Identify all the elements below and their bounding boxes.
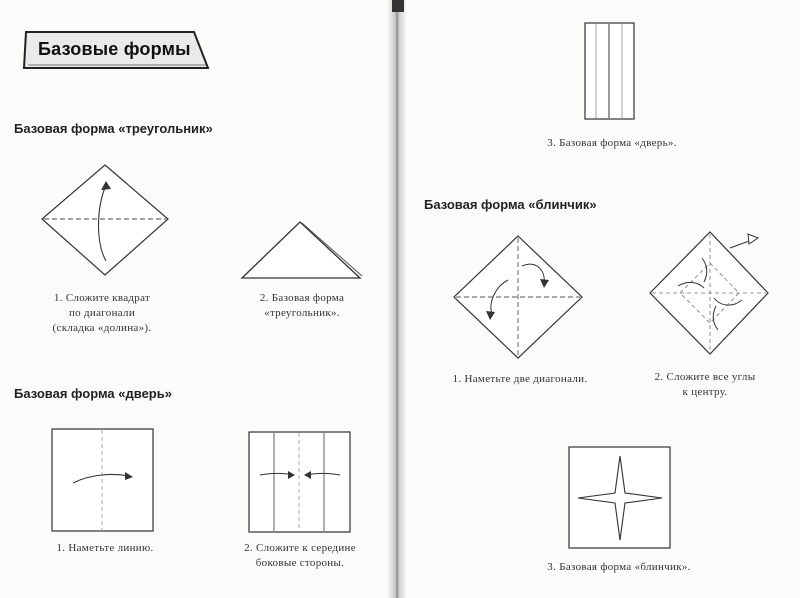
pancake-step2-diagram (648, 230, 770, 356)
triangle-step2-caption (222, 291, 382, 321)
door-step1-caption (30, 541, 180, 556)
flip-arrow-head-icon (748, 234, 758, 244)
heading-door: Базовая форма «дверь» (14, 386, 172, 401)
caption-line: 2. Сложите все углы (654, 371, 756, 383)
pancake-step3-caption (514, 560, 724, 575)
caption-line: 2. Сложите к середине (244, 542, 356, 554)
triangle-step1-caption (22, 291, 182, 336)
pancake-step1-caption (430, 372, 610, 387)
caption-line: 2. Базовая форма (259, 292, 345, 304)
page-title: Базовые формы (38, 39, 191, 59)
door-step2-caption (218, 541, 382, 571)
heading-triangle: Базовая форма «треугольник» (14, 121, 213, 136)
caption-line: (складка «долина»). (52, 322, 152, 334)
heading-pancake: Базовая форма «блинчик» (424, 197, 597, 212)
caption-line: по диагонали (68, 307, 136, 319)
door-step3-caption: 3. Базовая форма «дверь». (547, 137, 677, 149)
pancake-step2-caption (630, 370, 780, 400)
section-banner (22, 30, 212, 70)
square-paper (249, 432, 350, 532)
caption-line: к центру. (682, 386, 728, 398)
door-step2-diagram (248, 431, 352, 534)
caption-line: «треугольник». (264, 307, 340, 319)
spine-shadow (392, 0, 404, 12)
caption-line: 1. Наметьте линию. (56, 542, 154, 554)
caption-line: 3. Базовая форма «блинчик». (547, 561, 691, 573)
folded-triangle (242, 222, 360, 278)
triangle-step1-diagram (40, 163, 170, 278)
square-paper (52, 429, 153, 531)
caption-line: боковые стороны. (255, 557, 345, 569)
pancake-step1-diagram (452, 234, 584, 360)
caption-line: 1. Наметьте две диагонали. (452, 373, 588, 385)
pancake-step3-diagram (568, 446, 672, 550)
door-step3-diagram (584, 22, 636, 122)
book-spine (388, 0, 406, 598)
door-step1-diagram (51, 428, 155, 533)
caption-line: 1. Сложите квадрат (53, 292, 151, 304)
triangle-step2-diagram (238, 218, 368, 282)
